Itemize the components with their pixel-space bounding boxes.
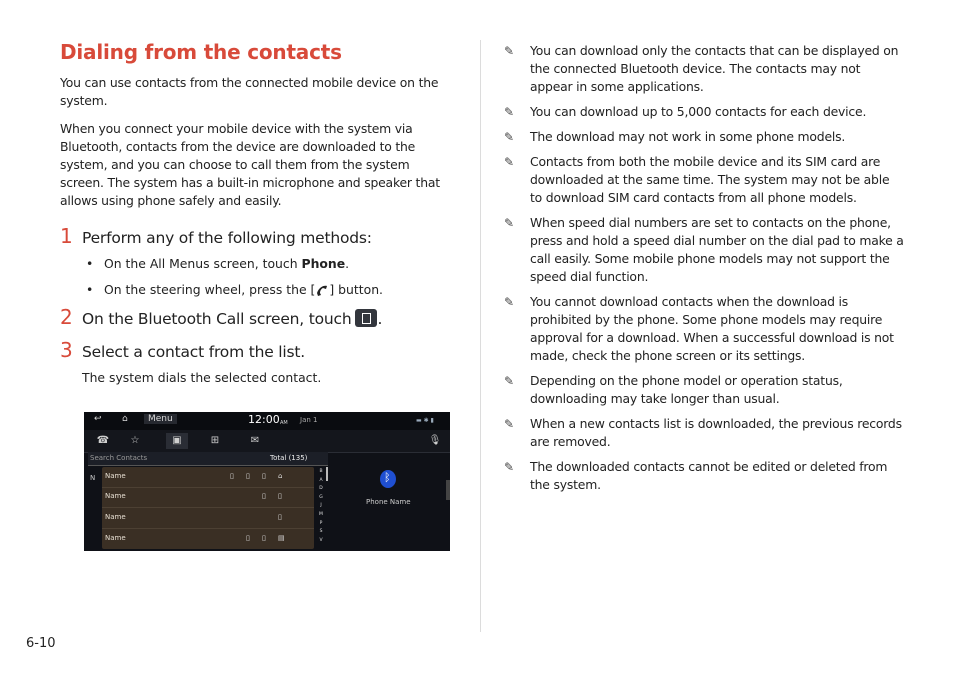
phone-icon: ▯ [262,492,266,500]
note-icon: ✎ [504,130,514,144]
microphone-icon[interactable]: 🎙 [428,435,442,446]
bluetooth-icon [380,470,396,488]
phone-call-icon [315,284,329,296]
note-item: ✎ The download may not work in some phone models. [504,129,846,144]
step-2: 2 On the Bluetooth Call screen, touch . [60,305,383,329]
notes-column [504,42,904,501]
method-all-menus: • On the All Menus screen, touch Phone. [82,255,455,273]
search-contacts-input[interactable]: Search Contacts [88,452,328,466]
note-icon: ✎ [504,155,514,169]
alphabet-index[interactable]: B A D G J M P S V [319,469,323,543]
intro-paragraph-1: You can use contacts from the connected mobile device on the system. [60,75,439,108]
note-item: ✎ When speed dial numbers are set to contacts on the phone, press and hold a speed dial number on the dial pad to make a call easily. Some mobile phone models may not support the speed dial function. [504,215,904,284]
intro-paragraph-2: When you connect your mobile device with the system via Bluetooth, contacts from the device are downloaded to the system, and you can choose to call them from the system screen. The system has a built-in microphone and speaker that allows using phone safely and easily. [60,121,440,208]
page-title: Dialing from the contacts [60,40,342,64]
note-icon: ✎ [504,105,514,119]
page-number: 6-10 [26,636,56,651]
note-item: ✎ When a new contacts list is downloaded, the previous records are removed. [504,416,902,449]
step-1 [60,226,455,247]
dial-pad-icon[interactable]: ⊞ [210,435,220,446]
menu-button[interactable]: Menu [144,414,177,424]
phone-icon: ▯ [278,513,282,521]
group-letter: N [90,474,96,482]
note-icon: ✎ [504,374,514,388]
note-item: ✎ You can download up to 5,000 contacts for each device. [504,104,867,119]
favorites-icon[interactable]: ☆ [130,435,140,446]
phone-icon: ▯ [262,534,266,542]
method-steering-wheel: • On the steering wheel, press the [ ] button. [82,281,455,299]
contacts-screen-screenshot [84,412,450,551]
phone-icon: ▯ [246,472,250,480]
phone-icon: ▯ [278,492,282,500]
contact-row[interactable]: Name ▯ ▯ ▤ [105,534,285,542]
note-item: ✎ You cannot download contacts when the download is prohibited by the phone. Some phone models may require approval for a download. When a successful download is not made, check the phone screen or its settings. [504,294,894,363]
messages-icon[interactable]: ✉ [250,435,260,446]
date: Jan 1 [300,416,318,424]
phone-tabs [84,430,450,453]
step-1-methods [82,255,455,299]
note-item: ✎ The downloaded contacts cannot be edited or deleted from the system. [504,459,888,492]
contact-row[interactable]: Name ▯ [102,508,314,529]
home-icon: ⌂ [278,472,283,480]
phone-icon: ▯ [246,534,250,542]
note-item: ✎ Depending on the phone model or operation status, downloading may take longer than usual. [504,373,843,406]
clock-ampm: AM [280,420,288,426]
phone-icon: ▯ [230,472,234,480]
home-icon: ⌂ [122,414,128,424]
list-scrollbar[interactable] [326,467,328,481]
step-3: 3 Select a contact from the list. [60,338,305,362]
step-number: 1 [60,224,73,248]
note-item: ✎ Contacts from both the mobile device and its SIM card are downloaded at the same time. The system may not be able to download SIM card contacts from all phone models. [504,154,890,205]
status-bar [84,412,450,430]
note-icon: ✎ [504,460,514,474]
contact-list [102,467,314,549]
step-3-result: The system dials the selected contact. [82,370,322,385]
contacts-tab-icon[interactable]: ▣ [166,433,188,449]
column-divider [480,40,481,632]
status-icons: ▬ ✱ ▮ [416,417,434,424]
clock: 12:00 [248,413,280,426]
contact-row[interactable]: Name ▯ ▯ [102,487,314,508]
back-icon: ↩ [94,414,102,424]
total-count: Total (135) [270,454,308,462]
side-panel-handle[interactable] [446,480,450,500]
step-title: Perform any of the following methods: [82,229,372,247]
connected-phone-name: Phone Name [366,498,411,506]
contact-row[interactable]: Name ▯ ▯ ▯ ⌂ [102,467,314,488]
phone-icon: ▯ [262,472,266,480]
call-history-icon[interactable]: ☎ [96,435,110,446]
note-icon: ✎ [504,216,514,230]
office-icon: ▤ [278,534,285,542]
note-item: ✎ You can download only the contacts that can be displayed on the connected Bluetooth device. The contacts may not appear in some applications. [504,43,899,94]
left-column [60,40,455,387]
note-icon: ✎ [504,44,514,58]
note-icon: ✎ [504,295,514,309]
contacts-button-icon [355,309,377,327]
note-icon: ✎ [504,417,514,431]
